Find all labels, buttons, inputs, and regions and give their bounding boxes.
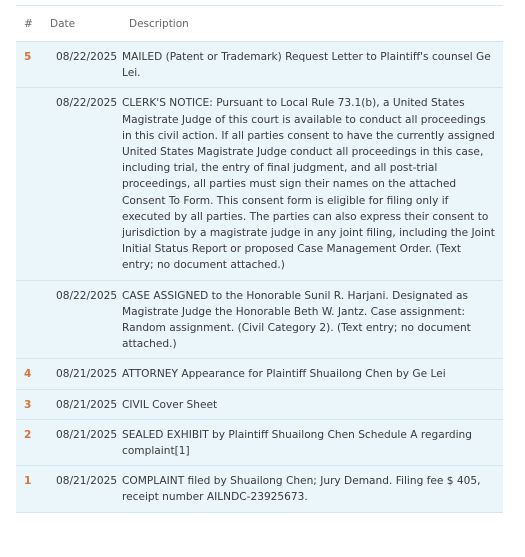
header-date: Date	[50, 17, 76, 30]
docket-table	[16, 5, 503, 513]
entry-date: 08/21/2025	[56, 398, 118, 411]
entry-description: CIVIL Cover Sheet	[122, 398, 218, 411]
entry-description: CLERK'S NOTICE: Pursuant to Local Rule 73.1(b), a United States Magistrate Judge of this court is available to conduct all proceedings in this civil action. If all parties consent to have the currently assigned United States Magistrate Judge conduct all proceedings in this case, including trial, the entry of final judgment, and all post-trial proceedings, all parties must sign their names on the attached Consent To Form. This consent form is eligible for filing only if executed by all parties. The parties can also express their consent to jurisdiction by a magistrate judge in any joint filing, including the Joint Initial Status Report or proposed Case Management Order. (Text entry; no document attached.)	[122, 97, 495, 272]
entry-number[interactable]: 3	[24, 398, 32, 411]
table-row	[16, 42, 503, 88]
entry-description: MAILED (Patent or Trademark) Request Letter to Plaintiff's counsel Ge Lei.	[122, 51, 491, 80]
header-number: #	[24, 17, 33, 30]
entry-number[interactable]: 5	[24, 51, 32, 63]
entry-number	[16, 95, 48, 273]
entry-date: 08/22/2025	[56, 97, 118, 110]
entry-number[interactable]: 4	[24, 368, 32, 381]
header-description: Description	[129, 17, 189, 30]
entry-date: 08/21/2025	[56, 475, 118, 488]
entry-date: 08/22/2025	[56, 289, 118, 302]
table-row	[16, 359, 503, 389]
entry-date: 08/21/2025	[56, 368, 118, 381]
entry-description: ATTORNEY Appearance for Plaintiff Shuailong Chen by Ge Lei	[122, 368, 446, 381]
entry-number	[16, 288, 48, 353]
entry-number[interactable]: 1	[24, 475, 32, 488]
table-row	[16, 88, 503, 280]
table-row	[16, 466, 503, 512]
entry-number[interactable]: 2	[24, 428, 32, 441]
entry-description: COMPLAINT filed by Shuailong Chen; Jury Demand. Filing fee $ 405, receipt number AILNDC-23925673.	[122, 475, 481, 504]
entry-description: CASE ASSIGNED to the Honorable Sunil R. Harjani. Designated as Magistrate Judge the Honorable Beth W. Jantz. Case assignment: Random assignment. (Civil Category 2). (Text entry; no document attached.)	[122, 289, 471, 351]
table-row	[16, 281, 503, 360]
table-row	[16, 390, 503, 420]
table-row	[16, 420, 503, 466]
table-header	[16, 6, 503, 42]
entry-date: 08/22/2025	[56, 51, 118, 63]
entry-date: 08/21/2025	[56, 428, 118, 441]
entry-description: SEALED EXHIBIT by Plaintiff Shuailong Chen Schedule A regarding complaint[1]	[122, 428, 472, 458]
